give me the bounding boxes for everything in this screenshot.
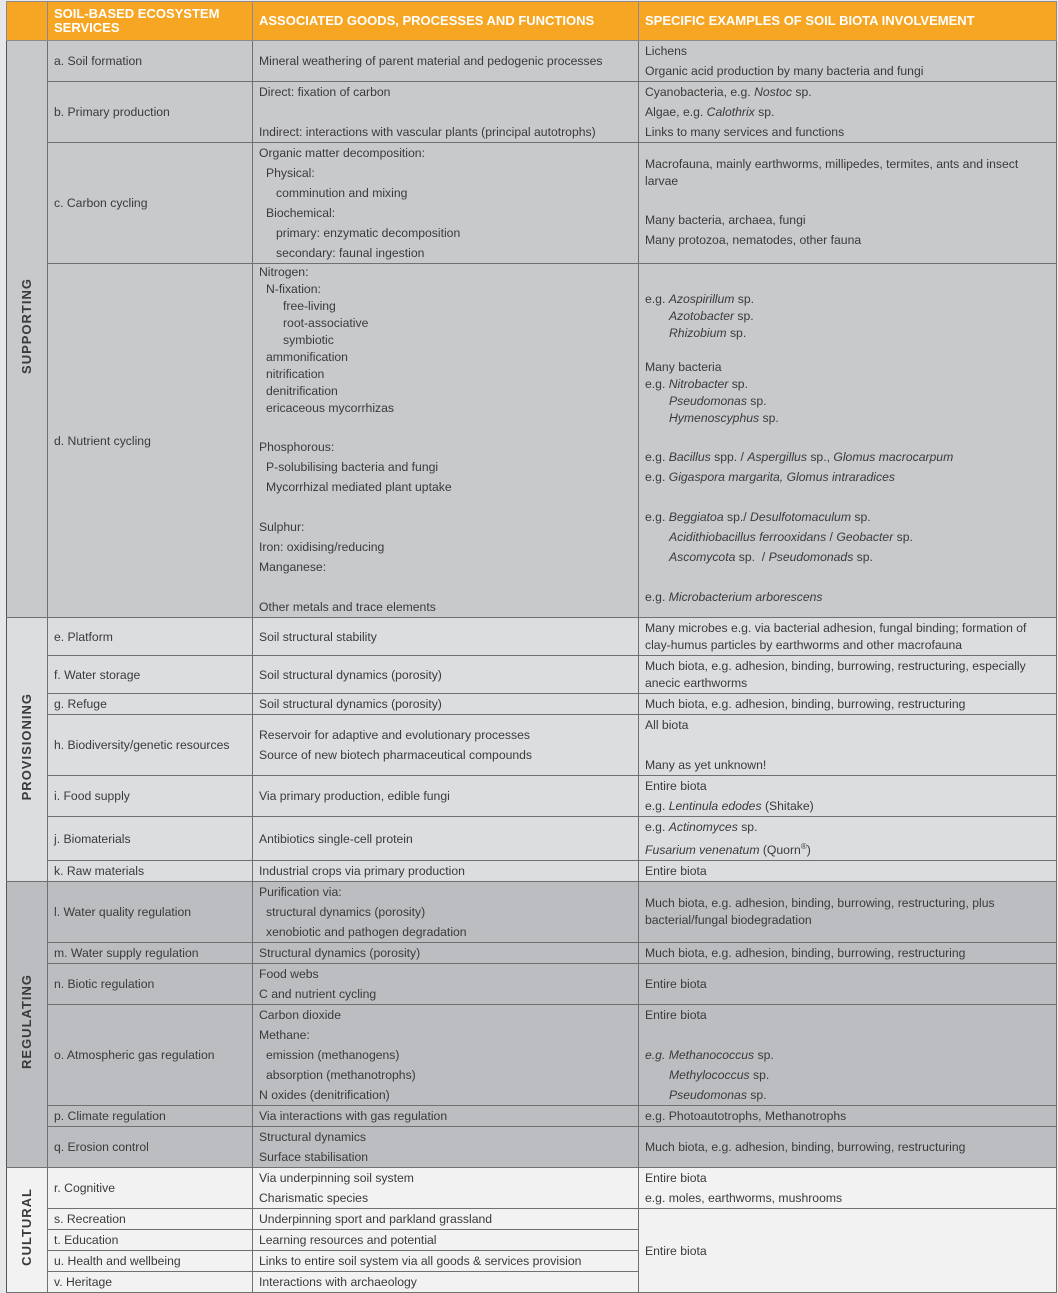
service-cell: r. Cognitive: [48, 1168, 253, 1209]
example-line: [645, 1085, 1050, 1105]
species-name: Aspergillus: [747, 450, 807, 464]
service-cell: q. Erosion control: [48, 1127, 253, 1168]
example-line: Many as yet unknown!: [645, 758, 767, 772]
goods-line: [259, 102, 632, 122]
registered-mark: ®: [800, 842, 807, 851]
service-cell: n. Biotic regulation: [48, 964, 253, 1005]
service-cell: k. Raw materials: [48, 861, 253, 882]
goods-line: comminution and mixing: [276, 186, 408, 200]
text: sp.: [734, 292, 755, 306]
service-cell: m. Water supply regulation: [48, 943, 253, 964]
table-row-f: [7, 656, 1057, 694]
goods-cell: [253, 82, 639, 143]
text: e.g.: [645, 510, 669, 524]
text: ): [806, 843, 811, 858]
species-name: Rhizobium: [669, 326, 727, 340]
examples-cell: [639, 82, 1057, 143]
goods-line: Surface stabilisation: [259, 1150, 369, 1165]
goods-line: Mycorrhizal mediated plant uptake: [266, 480, 452, 494]
table-row-b: [7, 82, 1057, 143]
text: Algae, e.g.: [645, 105, 707, 119]
text: sp. /: [735, 550, 769, 564]
section-label: REGULATING: [19, 974, 34, 1070]
ecosystem-services-table: [6, 1, 1057, 1293]
goods-line: Methane:: [259, 1028, 310, 1043]
section-label: SUPPORTING: [19, 278, 34, 374]
example-line: Much biota, e.g. adhesion, binding, burrowing, restructuring, especially anecic earthworms: [645, 658, 1026, 690]
goods-line: Indirect: interactions with vascular plants (principal autotrophs): [259, 125, 596, 139]
species-name: Pseudomonads: [768, 550, 854, 564]
text: sp.: [853, 550, 873, 564]
species-name: Lentinula edodes: [668, 799, 762, 813]
goods-cell: [253, 143, 639, 264]
examples-cell: Much biota, e.g. adhesion, binding, burrowing, restructuring: [639, 1127, 1057, 1168]
goods-line: Food webs: [259, 967, 319, 982]
section-provisioning: [7, 618, 48, 882]
example-line: [645, 527, 1050, 547]
examples-cell: [639, 1005, 1057, 1106]
species-name: Methanococcus: [668, 1048, 755, 1063]
species-name: Acidithiobacillus ferrooxidans: [669, 530, 827, 544]
text: (Quorn: [759, 843, 801, 858]
text: sp.: [728, 377, 748, 391]
service-cell: e. Platform: [48, 618, 253, 656]
goods-line: structural dynamics (porosity): [266, 905, 426, 920]
example-line: [645, 587, 1050, 607]
species-name: Bacillus: [668, 450, 711, 464]
section-label: CULTURAL: [19, 1188, 34, 1266]
goods-cell: Soil structural stability: [253, 618, 639, 656]
table-row-o: [7, 1005, 1057, 1106]
examples-cell: Entire biota: [639, 964, 1057, 1005]
table-row-r: [7, 1168, 1057, 1209]
service-cell: g. Refuge: [48, 694, 253, 715]
text: Links to many services and functions: [645, 125, 845, 139]
text: e.g.: [645, 1048, 669, 1063]
species-name: Desulfotomaculum: [750, 510, 851, 524]
text: e.g.: [645, 470, 669, 484]
service-cell: c. Carbon cycling: [48, 143, 253, 264]
goods-line: Physical:: [266, 166, 315, 180]
goods-line: Source of new biotech pharmaceutical compounds: [259, 748, 533, 762]
text: sp.: [893, 530, 913, 544]
table-row-k: [7, 861, 1057, 882]
goods-line: Direct: fixation of carbon: [259, 85, 391, 99]
service-cell: v. Heritage: [48, 1272, 253, 1293]
text: sp.: [850, 510, 871, 524]
examples-cell: [639, 618, 1057, 656]
text: e.g.: [645, 377, 669, 391]
examples-cell: [639, 817, 1057, 861]
goods-cell: Learning resources and potential: [253, 1230, 639, 1251]
text: sp.: [759, 411, 779, 425]
goods-line: Carbon dioxide: [259, 1008, 341, 1023]
goods-cell: [253, 41, 639, 82]
service-cell: h. Biodiversity/genetic resources: [48, 715, 253, 776]
example-line: [645, 547, 1050, 567]
goods-line: N-fixation:: [266, 282, 321, 296]
example-line: [645, 82, 1050, 102]
example-line: Many microbes e.g. via bacterial adhesion, fungal binding; formation of clay-humus particles by earthworms and other macrofauna: [645, 620, 1027, 652]
header-service: SOIL-BASED ECOSYSTEM SERVICES: [48, 2, 253, 41]
table-row-d: [7, 264, 1057, 618]
header-goods: ASSOCIATED GOODS, PROCESSES AND FUNCTIONS: [253, 2, 639, 41]
example-line: [645, 447, 1050, 467]
example-line: Lichens: [645, 44, 688, 58]
species-name: Nostoc: [754, 85, 793, 99]
table-row-g: [7, 694, 1057, 715]
goods-line: xenobiotic and pathogen degradation: [266, 925, 467, 940]
service-cell: t. Education: [48, 1230, 253, 1251]
table-row-j: [7, 817, 1057, 861]
goods-line: C and nutrient cycling: [259, 987, 377, 1002]
table-row-h: [7, 715, 1057, 776]
table-row-i: [7, 776, 1057, 817]
goods-cell: Industrial crops via primary production: [253, 861, 639, 882]
goods-line: denitrification: [266, 384, 338, 398]
goods-line: Other metals and trace elements: [259, 600, 436, 614]
examples-cell: Much biota, e.g. adhesion, binding, burrowing, restructuring: [639, 943, 1057, 964]
species-name: Microbacterium arborescens: [668, 590, 823, 604]
table-row-c: [7, 143, 1057, 264]
example-line: [645, 122, 1050, 142]
example-line: Many bacteria: [645, 360, 722, 374]
spacer: [645, 567, 1050, 587]
section-supporting: [7, 41, 48, 618]
examples-cell: Entire biota: [639, 861, 1057, 882]
goods-line: Phosphorous:: [259, 440, 335, 454]
example-line: [645, 393, 1050, 410]
examples-cell: [639, 715, 1057, 776]
goods-cell: Links to entire soil system via all goods & services provision: [253, 1251, 639, 1272]
text: sp.: [792, 85, 812, 99]
spacer: [645, 190, 1050, 210]
example-line: [645, 1045, 1050, 1065]
goods-line: secondary: faunal ingestion: [276, 246, 425, 260]
example-line: [645, 291, 1050, 308]
goods-line: Purification via:: [259, 885, 342, 900]
species-name: Ascomycota: [669, 550, 736, 564]
service-cell: s. Recreation: [48, 1209, 253, 1230]
goods-line: Manganese:: [259, 560, 327, 574]
species-name: Calothrix: [706, 105, 755, 119]
goods-line: Structural dynamics: [259, 1130, 367, 1145]
text: e.g.: [645, 450, 669, 464]
goods-cell: [253, 882, 639, 943]
table-row-n: [7, 964, 1057, 1005]
header-section: [7, 2, 48, 41]
goods-line: root-associative: [283, 316, 369, 330]
species-name: Gigaspora margarita, Glomus intraradices: [668, 470, 895, 484]
goods-cell: [253, 264, 639, 618]
goods-cell: Interactions with archaeology: [253, 1272, 639, 1293]
species-name: Methylococcus: [669, 1068, 750, 1083]
text: e.g.: [645, 820, 669, 834]
table-row-a: [7, 41, 1057, 82]
goods-cell: Soil structural dynamics (porosity): [253, 694, 639, 715]
goods-line: ericaceous mycorrhizas: [266, 401, 395, 415]
text: e.g.: [645, 590, 669, 604]
example-line: e.g. moles, earthworms, mushrooms: [645, 1191, 843, 1206]
goods-line: primary: enzymatic decomposition: [276, 226, 461, 240]
goods-line: Sulphur:: [259, 520, 305, 534]
species-name: Fusarium venenatum: [645, 843, 760, 858]
goods-cell: [253, 1127, 639, 1168]
header-examples: SPECIFIC EXAMPLES OF SOIL BIOTA INVOLVEMENT: [639, 2, 1057, 41]
goods-line: ammonification: [266, 350, 348, 364]
species-name: Pseudomonas: [669, 1088, 747, 1103]
text: sp.: [737, 820, 758, 834]
goods-cell: Soil structural dynamics (porosity): [253, 656, 639, 694]
goods-line: symbiotic: [283, 333, 334, 347]
spacer: [645, 274, 1050, 291]
goods-line: emission (methanogens): [266, 1048, 400, 1063]
table-row-q: [7, 1127, 1057, 1168]
goods-line: N oxides (denitrification): [259, 1088, 390, 1103]
text: sp./: [723, 510, 751, 524]
table-row-l: [7, 882, 1057, 943]
examples-cell: [639, 143, 1057, 264]
spacer: [259, 497, 632, 517]
text: sp.: [746, 394, 767, 408]
text: (Shitake): [761, 799, 814, 813]
table-row-m: [7, 943, 1057, 964]
text: sp.: [754, 1048, 774, 1063]
service-cell: p. Climate regulation: [48, 1106, 253, 1127]
species-name: Pseudomonas: [669, 394, 747, 408]
service-cell: l. Water quality regulation: [48, 882, 253, 943]
goods-line: Mineral weathering of parent material and pedogenic processes: [259, 54, 603, 68]
service-cell: j. Biomaterials: [48, 817, 253, 861]
species-name: Geobacter: [836, 530, 894, 544]
goods-cell: Underpinning sport and parkland grassland: [253, 1209, 639, 1230]
section-label: PROVISIONING: [19, 692, 34, 801]
goods-cell: [253, 1005, 639, 1106]
example-line: Entire biota: [645, 1171, 707, 1186]
goods-cell: [253, 715, 639, 776]
species-name: Beggiatoa: [668, 510, 724, 524]
section-cultural: [7, 1168, 48, 1293]
goods-line: Biochemical:: [266, 206, 336, 220]
species-name: Azospirillum: [668, 292, 735, 306]
examples-cell: Entire biota: [639, 1209, 1057, 1293]
example-line: Much biota, e.g. adhesion, binding, burrowing, restructuring, plus bacterial/fungal biodegradation: [645, 896, 995, 928]
example-line: [645, 817, 1050, 837]
examples-cell: [639, 41, 1057, 82]
goods-line: Nitrogen:: [259, 265, 309, 279]
example-line: Entire biota: [645, 779, 707, 793]
example-line: Organic acid production by many bacteria and fungi: [645, 64, 924, 78]
table-header-row: [7, 2, 1057, 41]
example-line: Macrofauna, mainly earthworms, millipedes, termites, ants and insect larvae: [645, 157, 1019, 188]
example-line: [645, 325, 1050, 342]
goods-line: Reservoir for adaptive and evolutionary processes: [259, 728, 530, 742]
text: e.g.: [645, 799, 669, 813]
example-line: Many protozoa, nematodes, other fauna: [645, 233, 862, 247]
species-name: Actinomyces: [668, 820, 738, 834]
species-name: Nitrobacter: [668, 377, 729, 391]
table-row-p: [7, 1106, 1057, 1127]
examples-cell: [639, 882, 1057, 943]
goods-cell: Antibiotics single-cell protein: [253, 817, 639, 861]
text: sp.: [726, 326, 747, 340]
text: sp.: [754, 105, 775, 119]
service-cell: i. Food supply: [48, 776, 253, 817]
example-line: All biota: [645, 718, 689, 732]
examples-cell: e.g. Photoautotrophs, Methanotrophs: [639, 1106, 1057, 1127]
examples-cell: [639, 776, 1057, 817]
goods-cell: [253, 964, 639, 1005]
example-line: Entire biota: [645, 1008, 707, 1023]
species-name: Hymenoscyphus: [669, 411, 760, 425]
text: /: [826, 530, 837, 544]
examples-cell: [639, 264, 1057, 618]
goods-line: nitrification: [266, 367, 325, 381]
spacer: [645, 427, 1050, 447]
service-cell: f. Water storage: [48, 656, 253, 694]
table-row-e: [7, 618, 1057, 656]
spacer: [259, 417, 632, 437]
service-cell: a. Soil formation: [48, 41, 253, 82]
goods-cell: Structural dynamics (porosity): [253, 943, 639, 964]
example-line: [645, 467, 1050, 487]
goods-line: Iron: oxidising/reducing: [259, 540, 385, 554]
goods-cell: [253, 1168, 639, 1209]
goods-cell: Via interactions with gas regulation: [253, 1106, 639, 1127]
examples-cell: [639, 656, 1057, 694]
section-regulating: [7, 882, 48, 1168]
example-line: [645, 102, 1050, 122]
spacer: [645, 735, 1050, 755]
text: sp.: [746, 1088, 767, 1103]
table-row-s: [7, 1209, 1057, 1230]
goods-line: P-solubilising bacteria and fungi: [266, 460, 439, 474]
text: sp.: [749, 1068, 770, 1083]
spacer: [645, 342, 1050, 359]
text: Cyanobacteria, e.g.: [645, 85, 755, 99]
example-line: [645, 837, 1050, 860]
example-line: [645, 376, 1050, 393]
text: sp.,: [806, 450, 834, 464]
example-line: [645, 1065, 1050, 1085]
examples-cell: Much biota, e.g. adhesion, binding, burrowing, restructuring: [639, 694, 1057, 715]
example-line: [645, 308, 1050, 325]
goods-line: free-living: [283, 299, 336, 313]
goods-line: Charismatic species: [259, 1191, 369, 1206]
text: sp.: [734, 309, 754, 323]
goods-line: Organic matter decomposition:: [259, 146, 425, 160]
goods-cell: Via primary production, edible fungi: [253, 776, 639, 817]
example-line: Many bacteria, archaea, fungi: [645, 213, 806, 227]
example-line: [645, 507, 1050, 527]
text: spp. /: [710, 450, 748, 464]
spacer: [645, 487, 1050, 507]
spacer: [645, 1025, 1050, 1045]
service-cell: b. Primary production: [48, 82, 253, 143]
goods-line: absorption (methanotrophs): [266, 1068, 416, 1083]
service-cell: d. Nutrient cycling: [48, 264, 253, 618]
example-line: [645, 796, 1050, 816]
goods-line: Via underpinning soil system: [259, 1171, 414, 1186]
service-cell: o. Atmospheric gas regulation: [48, 1005, 253, 1106]
spacer: [259, 577, 632, 597]
text: e.g.: [645, 292, 669, 306]
example-line: [645, 410, 1050, 427]
species-name: Azotobacter: [669, 309, 735, 323]
species-name: Glomus macrocarpum: [833, 450, 954, 464]
examples-cell: [639, 1168, 1057, 1209]
service-cell: u. Health and wellbeing: [48, 1251, 253, 1272]
